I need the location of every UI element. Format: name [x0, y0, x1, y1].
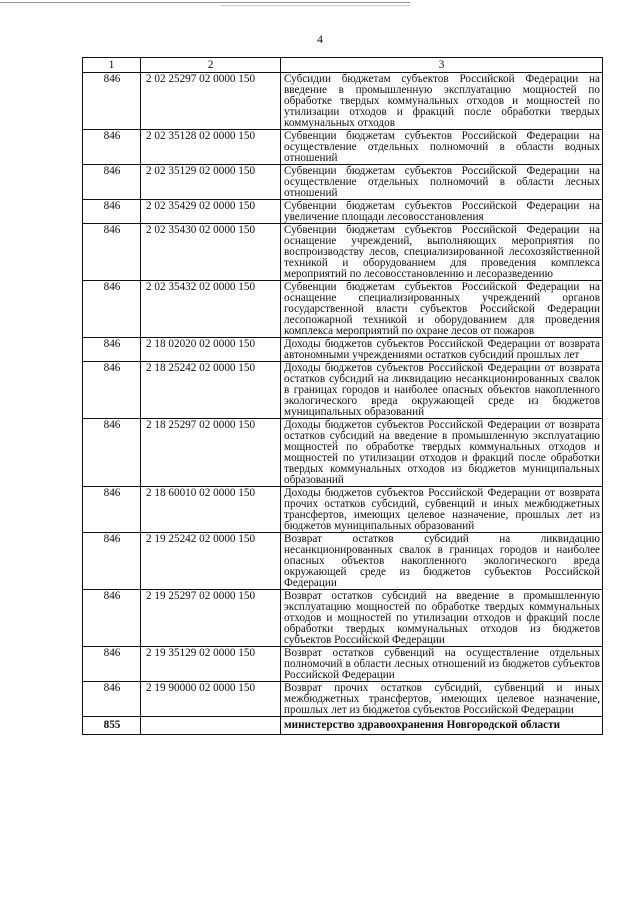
admin-code-cell: 846	[83, 73, 141, 130]
revenue-code-cell: 2 02 35128 02 0000 150	[141, 130, 281, 165]
revenue-name-cell: Субвенции бюджетам субъектов Российской Федерации на оснащение учреждений, выполняющих мероприятия по воспроизводству лесов, специализированной лесохозяйственной техникой и оборудованием для проведения комплекса мероприятий по лесовосстановлению и лесоразведению	[281, 224, 603, 281]
revenue-code-cell: 2 18 02020 02 0000 150	[141, 338, 281, 362]
revenue-name-cell: Доходы бюджетов субъектов Российской Федерации от возврата прочих остатков субсидий, субвенций и иных межбюджетных трансфертов, имеющих целевое назначение, прошлых лет из бюджетов муниципальных образований	[281, 487, 603, 533]
table-row	[83, 647, 603, 682]
revenue-code-cell: 2 18 25242 02 0000 150	[141, 362, 281, 419]
revenue-code-cell: 2 19 35129 02 0000 150	[141, 647, 281, 682]
column-header: 3	[281, 58, 603, 73]
section-kbk-cell	[141, 717, 281, 735]
table-row	[83, 73, 603, 130]
admin-code-cell: 846	[83, 419, 141, 487]
section-row	[83, 717, 603, 735]
revenue-code-cell: 2 19 25297 02 0000 150	[141, 590, 281, 647]
revenue-code-cell: 2 19 90000 02 0000 150	[141, 682, 281, 717]
table-row	[83, 362, 603, 419]
section-name-cell: министерство здравоохранения Новгородской области	[281, 717, 603, 735]
scan-artifact-line	[220, 5, 410, 6]
table-row	[83, 130, 603, 165]
table-header-row	[83, 58, 603, 73]
revenue-code-cell: 2 02 35432 02 0000 150	[141, 281, 281, 338]
revenue-name-cell: Возврат остатков субвенций на осуществление отдельных полномочий в области лесных отношений из бюджетов субъектов Российской Федерации	[281, 647, 603, 682]
column-header: 1	[83, 58, 141, 73]
admin-code-cell: 846	[83, 362, 141, 419]
admin-code-cell: 846	[83, 647, 141, 682]
admin-code-cell: 846	[83, 590, 141, 647]
revenue-name-cell: Субсидии бюджетам субъектов Российской Федерации на введение в промышленную эксплуатацию мощностей по обработке твердых коммунальных отходов и мощностей по утилизации отходов и фракций после обработки твердых коммунальных отходов	[281, 73, 603, 130]
revenue-code-cell: 2 02 35429 02 0000 150	[141, 200, 281, 224]
scan-artifact-line	[0, 2, 410, 3]
table-row	[83, 533, 603, 590]
revenue-name-cell: Субвенции бюджетам субъектов Российской Федерации на оснащение специализированных учреждений органов государственной власти субъектов Российской Федерации лесопожарной техникой и оборудованием для проведения комплекса мероприятий по охране лесов от пожаров	[281, 281, 603, 338]
table-row	[83, 200, 603, 224]
revenue-name-cell: Доходы бюджетов субъектов Российской Федерации от возврата остатков субсидий на введение в промышленную эксплуатацию мощностей по обработке твердых коммунальных отходов и мощностей по утилизации отходов и фракций после обработки твердых коммунальных отходов из бюджетов муниципальных образований	[281, 419, 603, 487]
revenue-name-cell: Возврат остатков субсидий на введение в промышленную эксплуатацию мощностей по обработке твердых коммунальных отходов и мощностей по утилизации отходов и фракций после обработки твердых коммунальных отходов из бюджетов субъектов Российской Федерации	[281, 590, 603, 647]
admin-code-cell: 846	[83, 200, 141, 224]
table-row	[83, 590, 603, 647]
revenue-name-cell: Субвенции бюджетам субъектов Российской Федерации на осуществление отдельных полномочий в области лесных отношений	[281, 165, 603, 200]
page-number: 4	[317, 32, 323, 46]
revenue-code-cell: 2 02 35430 02 0000 150	[141, 224, 281, 281]
revenue-codes-table	[82, 57, 603, 735]
table-row	[83, 338, 603, 362]
revenue-code-cell: 2 02 35129 02 0000 150	[141, 165, 281, 200]
revenue-name-cell: Субвенции бюджетам субъектов Российской Федерации на увеличение площади лесовосстановления	[281, 200, 603, 224]
admin-code-cell: 846	[83, 682, 141, 717]
column-header: 2	[141, 58, 281, 73]
table-row	[83, 419, 603, 487]
revenue-name-cell: Доходы бюджетов субъектов Российской Федерации от возврата остатков субсидий на ликвидацию несанкционированных свалок в границах городов и наиболее опасных объектов накопленного экологического вреда окружающей среде из бюджетов муниципальных образований	[281, 362, 603, 419]
revenue-name-cell: Субвенции бюджетам субъектов Российской Федерации на осуществление отдельных полномочий в области водных отношений	[281, 130, 603, 165]
admin-code-cell: 846	[83, 224, 141, 281]
table-row	[83, 281, 603, 338]
admin-code-cell: 846	[83, 165, 141, 200]
table-row	[83, 487, 603, 533]
revenue-code-cell: 2 18 60010 02 0000 150	[141, 487, 281, 533]
revenue-name-cell: Возврат остатков субсидий на ликвидацию несанкционированных свалок в границах городов и наиболее опасных объектов накопленного экологического вреда окружающей среде из бюджетов субъектов Российской Федерации	[281, 533, 603, 590]
revenue-code-cell: 2 18 25297 02 0000 150	[141, 419, 281, 487]
admin-code-cell: 846	[83, 487, 141, 533]
revenue-code-cell: 2 19 25242 02 0000 150	[141, 533, 281, 590]
section-code-cell: 855	[83, 717, 141, 735]
admin-code-cell: 846	[83, 130, 141, 165]
admin-code-cell: 846	[83, 338, 141, 362]
table-row	[83, 682, 603, 717]
revenue-name-cell: Возврат прочих остатков субсидий, субвенций и иных межбюджетных трансфертов, имеющих целевое назначение, прошлых лет из бюджетов субъектов Российской Федерации	[281, 682, 603, 717]
table-row	[83, 165, 603, 200]
revenue-code-cell: 2 02 25297 02 0000 150	[141, 73, 281, 130]
revenue-name-cell: Доходы бюджетов субъектов Российской Федерации от возврата автономными учреждениями остатков субсидий прошлых лет	[281, 338, 603, 362]
table-row	[83, 224, 603, 281]
admin-code-cell: 846	[83, 281, 141, 338]
admin-code-cell: 846	[83, 533, 141, 590]
